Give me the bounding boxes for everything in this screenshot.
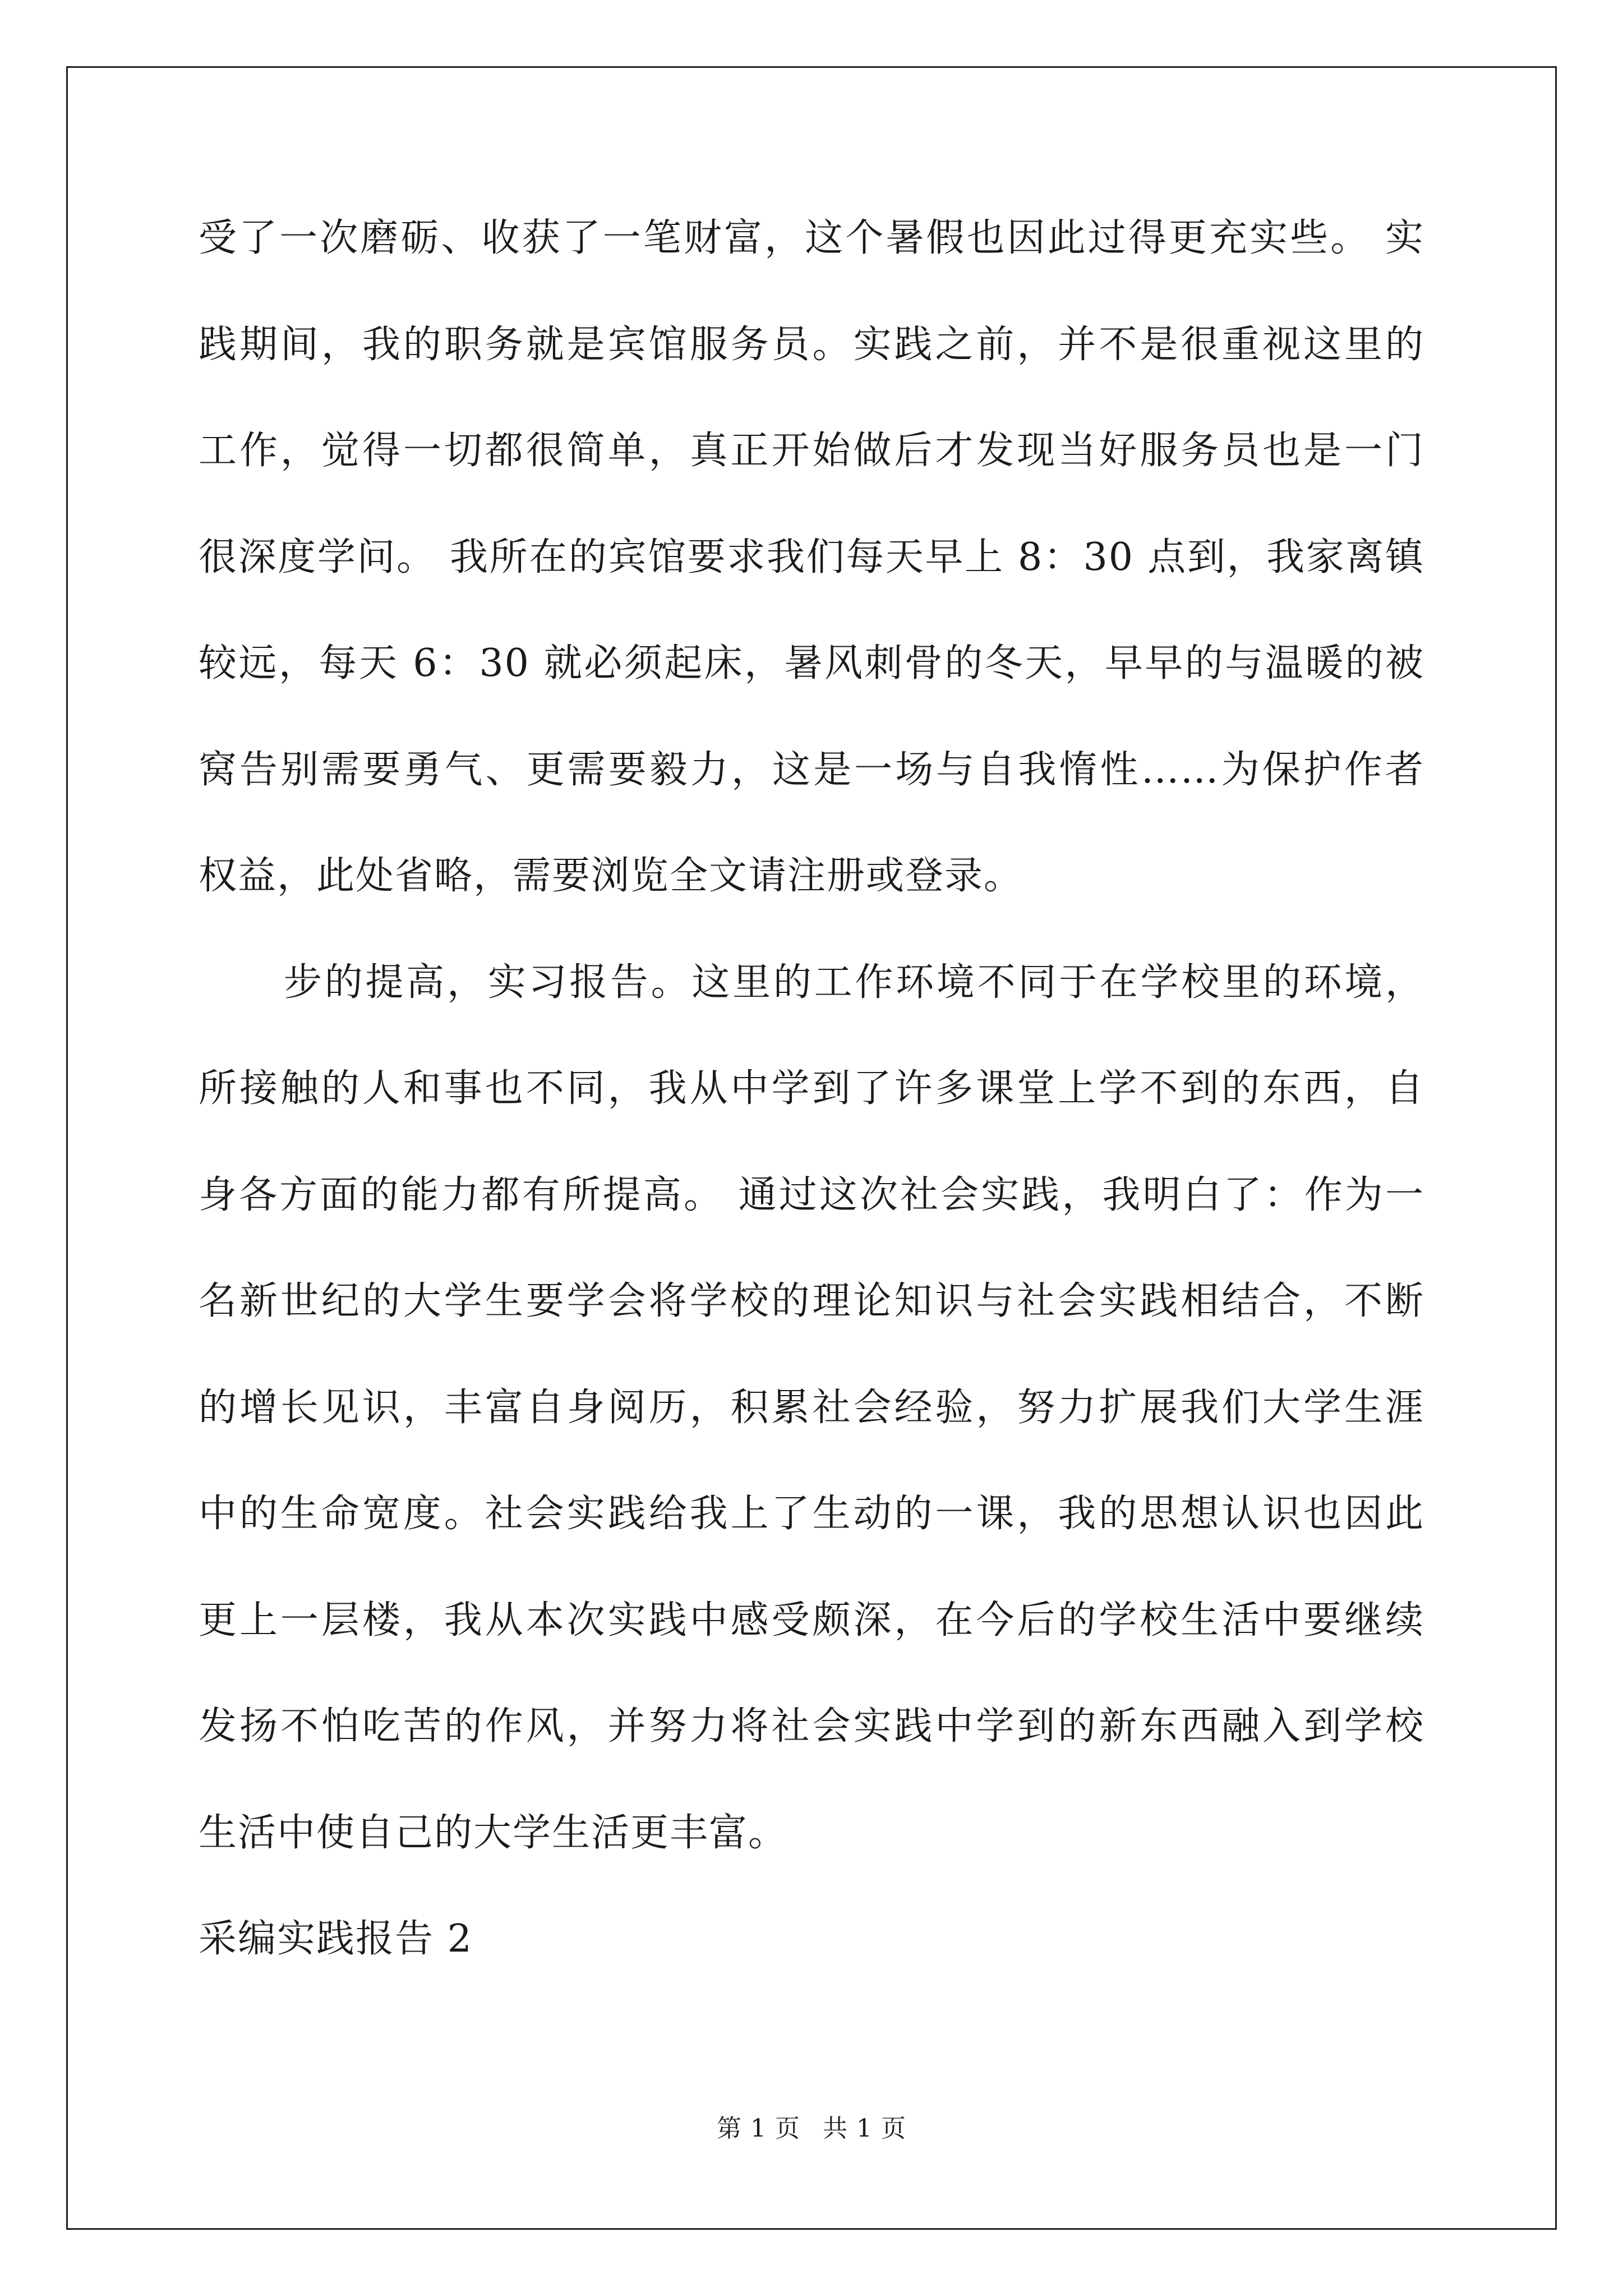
text-line: 权益，此处省略，需要浏览全文请注册或登录。 [199, 854, 1023, 898]
text-line: 中的生命宽度。社会实践给我上了生动的一课，我的思想认识也因此 [199, 1492, 1424, 1536]
document-body [199, 218, 1424, 1960]
text-line: 的增长见识，丰富自身阅历，积累社会经验，努力扩展我们大学生涯 [199, 1385, 1424, 1430]
section-heading: 采编实践报告 2 [199, 1917, 473, 1961]
text-line: 受了一次磨砺、收获了一笔财富，这个暑假也因此过得更充实些。 实 [199, 216, 1424, 260]
text-line: 较远，每天 6：30 就必须起床，暑风刺骨的冬天，早早的与温暖的被 [199, 641, 1424, 685]
text-line: 所接触的人和事也不同，我从中学到了许多课堂上学不到的东西，自 [199, 1066, 1424, 1111]
text-line: 践期间，我的职务就是宾馆服务员。实践之前，并不是很重视这里的 [199, 322, 1424, 367]
text-line: 步的提高，实习报告。这里的工作环境不同于在学校里的环境， [284, 960, 1424, 1005]
text-line: 很深度学问。 我所在的宾馆要求我们每天早上 8：30 点到，我家离镇 [199, 535, 1424, 579]
text-line: 身各方面的能力都有所提高。 通过这次社会实践，我明白了：作为一 [199, 1172, 1424, 1217]
page-number: 第 1 页 [717, 2114, 800, 2143]
text-line: 窝告别需要勇气、更需要毅力，这是一场与自我惰性……为保护作者 [199, 747, 1424, 792]
text-line: 发扬不怕吃苦的作风，并努力将社会实践中学到的新东西融入到学校 [199, 1704, 1424, 1749]
page-total: 共 1 页 [823, 2114, 906, 2143]
page-footer [0, 2115, 1623, 2143]
text-line: 更上一层楼，我从本次实践中感受颇深，在今后的学校生活中要继续 [199, 1598, 1424, 1642]
paragraph-2 [199, 962, 1424, 1854]
text-line: 工作，觉得一切都很简单，真正开始做后才发现当好服务员也是一门 [199, 429, 1424, 473]
paragraph-1 [199, 218, 1424, 897]
text-line: 生活中使自己的大学生活更丰富。 [199, 1810, 788, 1855]
text-line: 名新世纪的大学生要学会将学校的理论知识与社会实践相结合，不断 [199, 1279, 1424, 1323]
